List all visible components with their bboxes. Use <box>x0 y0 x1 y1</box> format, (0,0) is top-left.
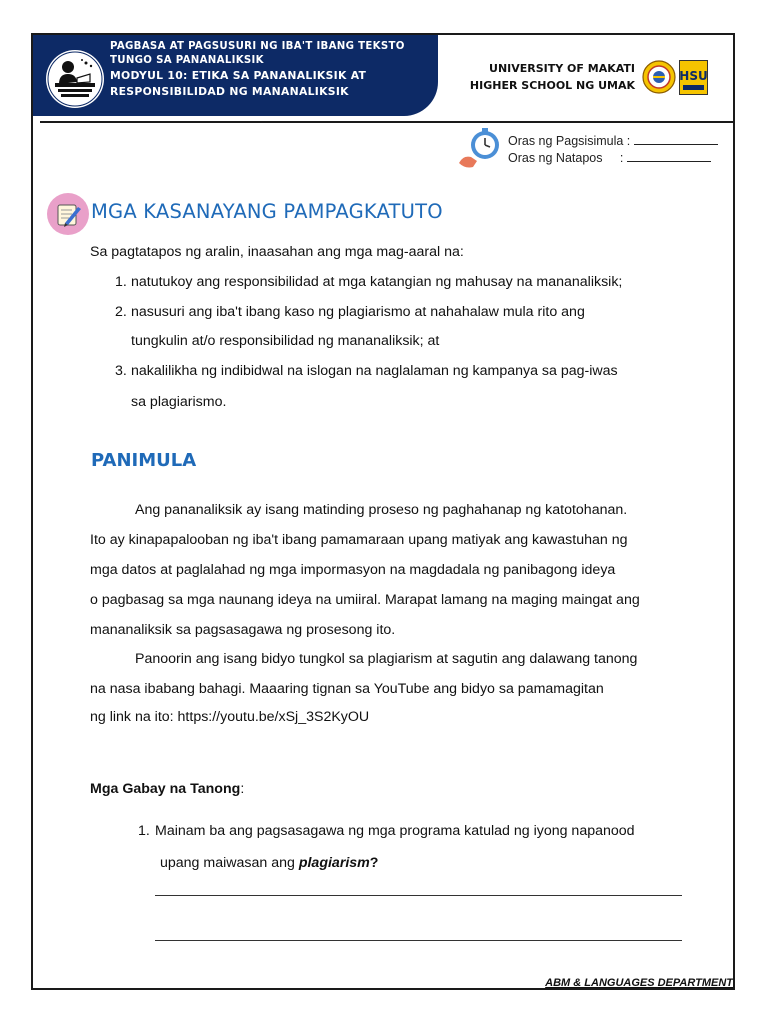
objective-2-text-line1: nasusuri ang iba't ibang kaso ng plagiarismo at nahahalaw mula rito ang <box>131 304 585 320</box>
panimula-title: PANIMULA <box>91 450 197 471</box>
question-1-emphasis: plagiarism <box>298 855 370 871</box>
department-footer: ABM & LANGUAGES DEPARTMENT <box>545 977 733 989</box>
module-title-line2: RESPONSIBILIDAD NG MANANALIKSIK <box>110 85 349 98</box>
start-time-label: Oras ng Pagsisimula : <box>508 134 631 148</box>
notepad-pencil-icon <box>47 193 89 235</box>
subject-title-line1: PAGBASA AT PAGSUSURI NG IBA'T IBANG TEKSTO <box>110 41 405 52</box>
end-time-label: Oras ng Natapos : <box>508 151 624 165</box>
university-name: UNIVERSITY OF MAKATI <box>489 62 635 75</box>
objective-3-text-line2: sa plagiarismo. <box>131 394 227 410</box>
reading-person-icon <box>46 50 104 108</box>
time-fields <box>508 133 718 167</box>
question-1-line1: Mainam ba ang pagsasagawa ng mga programa katulad ng iyong napanood <box>155 823 635 839</box>
question-1-number: 1. <box>138 823 150 839</box>
answer-line-1[interactable] <box>155 895 682 896</box>
guide-questions-colon: : <box>240 781 245 797</box>
guide-questions-heading <box>90 781 244 797</box>
objectives-title: MGA KASANAYANG PAMPAGKATUTO <box>91 200 443 223</box>
guide-questions-title: Mga Gabay na Tanong <box>90 781 241 797</box>
school-name: HIGHER SCHOOL NG UMAK <box>469 79 635 92</box>
stopwatch-hand-icon <box>457 127 503 171</box>
objectives-intro: Sa pagtatapos ng aralin, inaasahan ang mga mag-aaral na: <box>90 244 464 260</box>
panimula-para1-line2: Ito ay kinapapalooban ng iba't ibang pamamaraan upang matiyak ang kawastuhan ng <box>90 532 628 548</box>
university-seal-icon <box>642 60 676 94</box>
question-1-line2 <box>160 855 378 871</box>
panimula-para2-line2: na nasa ibabang bahagi. Maaaring tignan sa YouTube ang bidyo sa pamamagitan <box>90 681 604 697</box>
panimula-para1-line3: mga datos at paglalahad ng mga impormasyon na magdadala ng panibagong ideya <box>90 562 616 578</box>
hsu-logo-text: HSU <box>679 69 708 83</box>
panimula-para2-line3: ng link na ito: https://youtu.be/xSj_3S2KyOU <box>90 709 370 725</box>
objective-1-number: 1. <box>115 274 127 290</box>
hsu-logo-icon <box>679 60 708 95</box>
objective-3-number: 3. <box>115 363 127 379</box>
module-title-line1: MODYUL 10: ETIKA SA PANANALIKSIK AT <box>110 69 367 82</box>
panimula-para1-line5: mananaliksik sa pagsasagawa ng prosesong ito. <box>90 622 396 638</box>
start-time-blank[interactable] <box>634 133 718 145</box>
header-divider <box>40 121 735 123</box>
objective-2-number: 2. <box>115 304 127 320</box>
answer-line-2[interactable] <box>155 940 682 941</box>
panimula-para2-line1: Panoorin ang isang bidyo tungkol sa plagiarism at sagutin ang dalawang tanong <box>135 651 638 667</box>
objective-1-text: natutukoy ang responsibilidad at mga katangian ng mahusay na mananaliksik; <box>131 274 623 290</box>
end-time-blank[interactable] <box>627 150 711 162</box>
university-block <box>470 60 635 94</box>
objective-2-text-line2: tungkulin at/o responsibilidad ng mananaliksik; at <box>131 333 440 349</box>
question-1-line2-text: upang maiwasan ang <box>160 855 299 871</box>
question-1-end: ? <box>369 855 379 871</box>
objective-3-text-line1: nakalilikha ng indibidwal na islogan na naglalaman ng kampanya sa pag-iwas <box>131 363 618 379</box>
panimula-para1-line4: o pagbasag sa mga naunang ideya na umiiral. Marapat lamang na maging maingat ang <box>90 592 640 608</box>
header-titles <box>110 40 432 100</box>
panimula-para1-line1: Ang pananaliksik ay isang matinding proseso ng paghahanap ng katotohanan. <box>135 502 628 518</box>
subject-title-line2: TUNGO SA PANANALIKSIK <box>110 55 264 66</box>
